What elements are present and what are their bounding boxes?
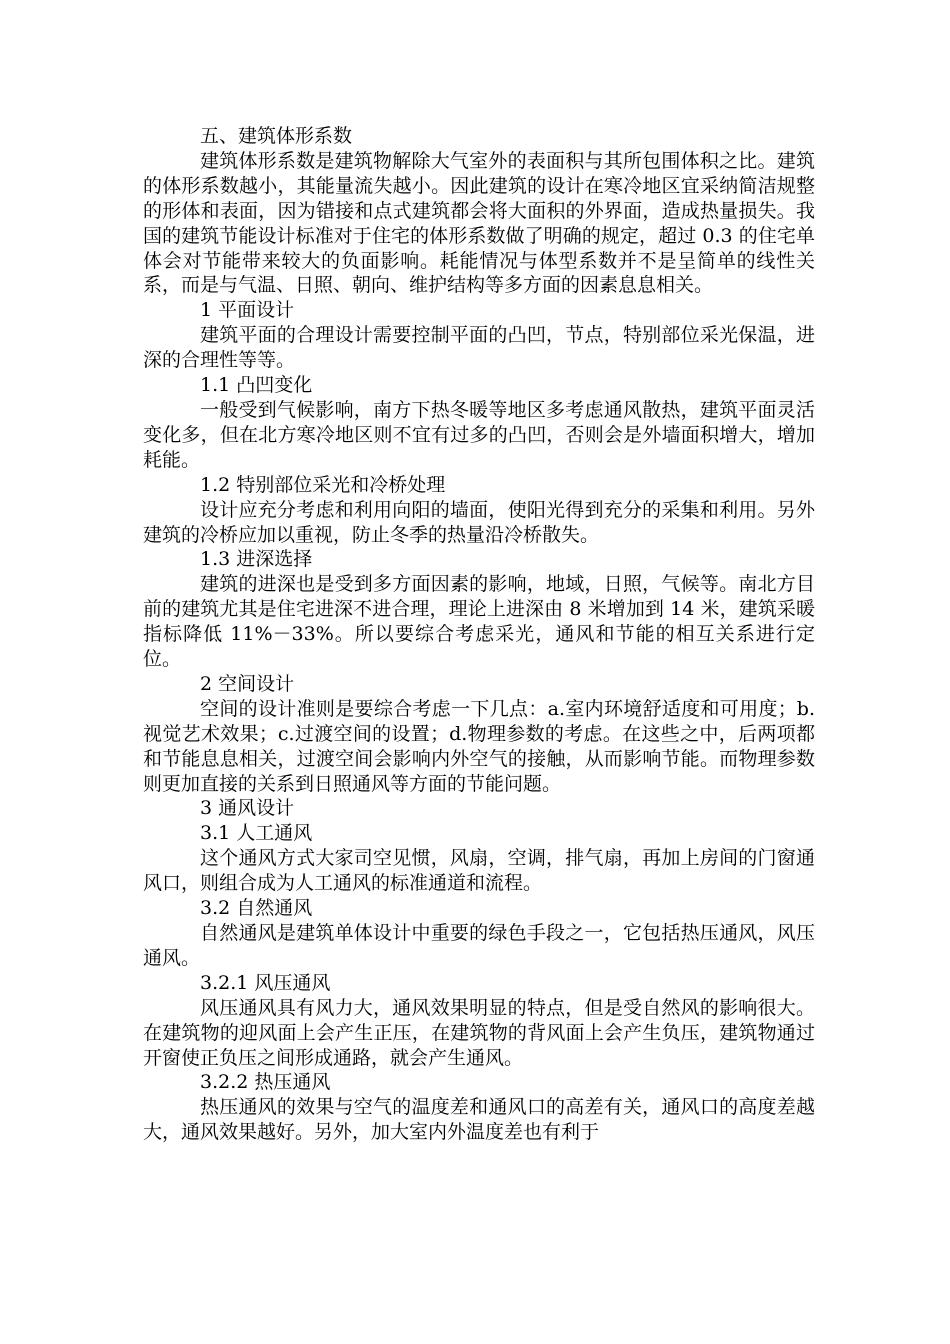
body-paragraph: 这个通风方式大家司空见惯，风扇，空调，排气扇，再加上房间的门窗通风口，则组合成为人工通风的标准通道和流程。 — [143, 847, 815, 895]
subsection-heading-3-2: 3.2 自然通风 — [200, 897, 313, 920]
subsection-heading-3-1: 3.1 人工通风 — [200, 822, 313, 845]
subsection-heading-1-3: 1.3 进深选择 — [200, 548, 313, 571]
body-paragraph: 空间的设计准则是要综合考虑一下几点：a.室内环境舒适度和可用度；b.视觉艺术效果；c.过渡空间的设置；d.物理参数的考虑。在这些之中，后两项都和节能息息相关，过渡空间会影响内外空气的接触，从而影响节能。而物理参数则更加直接的关系到日照通风等方面的节能问题。 — [143, 697, 815, 795]
body-paragraph: 建筑的进深也是受到多方面因素的影响，地域，日照，气候等。南北方目前的建筑尤其是住宅进深不进合理，理论上进深由 8 米增加到 14 米，建筑采暖指标降低 11%－33%。所以要综合考虑采光，通风和节能的相互关系进行定位。 — [143, 573, 815, 671]
body-paragraph: 一般受到气候影响，南方下热冬暖等地区多考虑通风散热，建筑平面灵活变化多，但在北方寒冷地区则不宜有过多的凸凹，否则会是外墙面积增大，增加耗能。 — [143, 398, 815, 471]
body-paragraph: 建筑平面的合理设计需要控制平面的凸凹，节点，特别部位采光保温，进深的合理性等等。 — [143, 324, 815, 372]
subsection-heading-3-2-2: 3.2.2 热压通风 — [200, 1071, 331, 1094]
section-heading-2: 2 空间设计 — [200, 672, 295, 695]
document-page — [143, 124, 815, 1145]
body-paragraph: 风压通风具有风力大，通风效果明显的特点，但是受自然风的影响很大。在建筑物的迎风面上会产生正压，在建筑物的背风面上会产生负压，建筑物通过开窗使正负压之间形成通路，就会产生通风。 — [143, 996, 815, 1069]
subsection-heading-1-2: 1.2 特别部位采光和冷桥处理 — [200, 473, 446, 496]
subsection-heading-1-1: 1.1 凸凹变化 — [200, 374, 313, 397]
section-heading-5: 五、建筑体形系数 — [200, 125, 353, 147]
section-heading-1: 1 平面设计 — [200, 299, 295, 322]
body-paragraph: 自然通风是建筑单体设计中重要的绿色手段之一，它包括热压通风，风压通风。 — [143, 922, 815, 969]
body-paragraph: 热压通风的效果与空气的温度差和通风口的高差有关，通风口的高度差越大，通风效果越好。另外，加大室内外温度差也有利于 — [143, 1096, 815, 1144]
subsection-heading-3-2-1: 3.2.1 风压通风 — [200, 971, 331, 994]
body-paragraph: 设计应充分考虑和利用向阳的墙面，使阳光得到充分的采集和利用。另外建筑的冷桥应加以重视，防止冬季的热量沿冷桥散失。 — [143, 498, 815, 546]
body-paragraph: 建筑体形系数是建筑物解除大气室外的表面积与其所包围体积之比。建筑的体形系数越小，其能量流失越小。因此建筑的设计在寒冷地区宜采纳简洁规整的形体和表面，因为错接和点式建筑都会将大面积的外界面，造成热量损失。我国的建筑节能设计标准对于住宅的体形系数做了明确的规定，超过 0.3 的住宅单体会对节能带来较大的负面影响。耗能情况与体型系数并不是呈简单的线性关系，而是与气温、日照、朝向、维护结构等多方面的因素息息相关。 — [143, 149, 815, 297]
section-heading-3: 3 通风设计 — [200, 797, 295, 820]
